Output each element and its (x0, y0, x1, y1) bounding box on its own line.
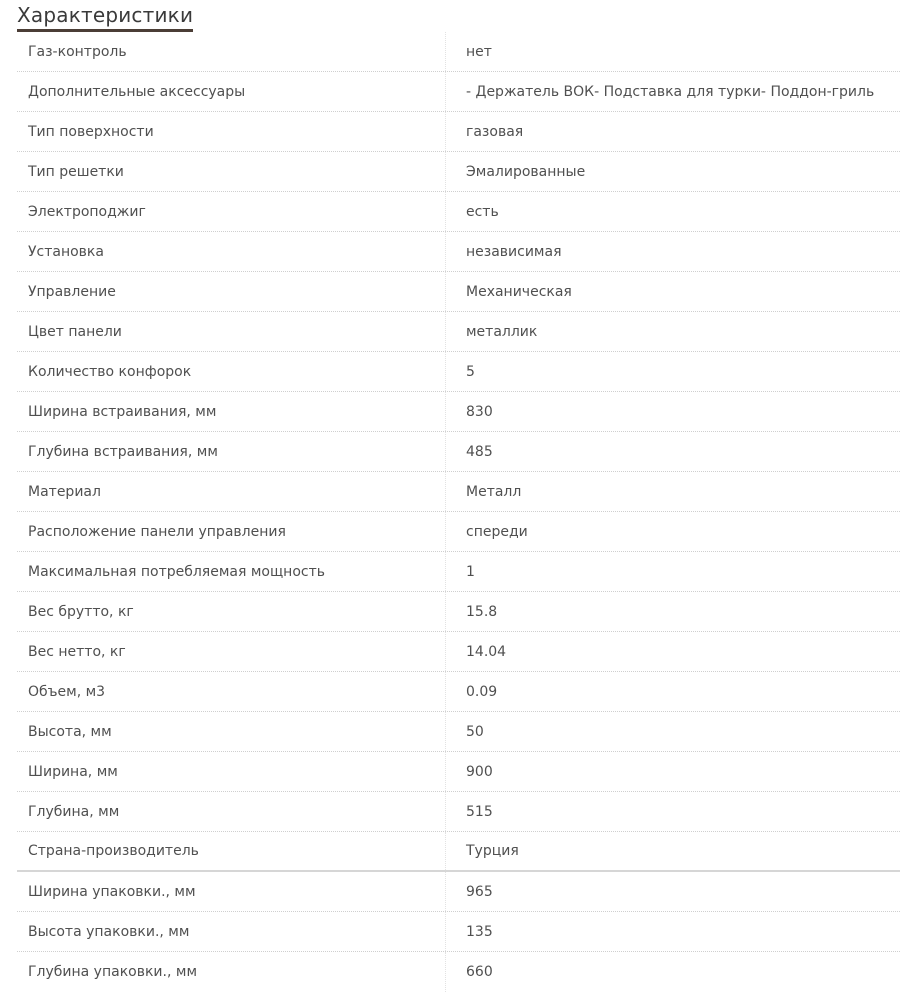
spec-value: Турция (466, 843, 519, 859)
spec-row (17, 232, 900, 272)
spec-value: 50 (466, 723, 484, 740)
spec-value: 5 (466, 363, 475, 380)
spec-name: Установка (17, 232, 446, 271)
spec-row (17, 272, 900, 312)
spec-name: Высота упаковки., мм (17, 912, 446, 951)
spec-value: Механическая (466, 283, 572, 300)
spec-name: Объем, м3 (17, 672, 446, 711)
spec-row (17, 352, 900, 392)
spec-name: Тип решетки (17, 152, 446, 191)
spec-row (17, 72, 900, 112)
spec-name: Тип поверхности (17, 112, 446, 151)
spec-value: 515 (466, 803, 493, 820)
spec-row (17, 592, 900, 632)
spec-value: - Держатель ВОК- Подставка для турки- Поддон-гриль (466, 83, 875, 100)
spec-row (17, 552, 900, 592)
spec-value: 14.04 (466, 643, 507, 660)
spec-row (17, 912, 900, 952)
spec-row (17, 792, 900, 832)
spec-name: Цвет панели (17, 312, 446, 351)
spec-value: 0.09 (466, 683, 498, 700)
spec-value: спереди (466, 523, 528, 540)
spec-value: Эмалированные (466, 163, 586, 180)
spec-row (17, 192, 900, 232)
spec-value: 900 (466, 763, 493, 780)
spec-value: 135 (466, 923, 493, 940)
spec-value: 965 (466, 883, 493, 900)
spec-value: 660 (466, 964, 493, 980)
spec-name: Ширина, мм (17, 752, 446, 791)
spec-value: Металл (466, 483, 522, 500)
spec-name: Глубина, мм (17, 792, 446, 831)
spec-name: Ширина встраивания, мм (17, 392, 446, 431)
spec-name: Вес нетто, кг (17, 632, 446, 671)
spec-name: Расположение панели управления (17, 512, 446, 551)
spec-row (17, 312, 900, 352)
spec-row (17, 32, 900, 72)
spec-value: металлик (466, 323, 538, 340)
section-title: Характеристики (17, 0, 193, 32)
spec-name: Ширина упаковки., мм (17, 872, 446, 911)
spec-value: нет (466, 43, 492, 60)
spec-row (17, 712, 900, 752)
spec-name: Максимальная потребляемая мощность (17, 552, 446, 591)
spec-value: газовая (466, 123, 524, 140)
spec-row (17, 432, 900, 472)
spec-row (17, 752, 900, 792)
spec-row (17, 512, 900, 552)
spec-value: есть (466, 203, 499, 220)
spec-name: Глубина упаковки., мм (17, 952, 446, 992)
spec-row (17, 112, 900, 152)
spec-name: Дополнительные аксессуары (17, 72, 446, 111)
spec-value: 830 (466, 403, 493, 420)
spec-name: Материал (17, 472, 446, 511)
spec-value: 1 (466, 563, 475, 580)
spec-value: 485 (466, 443, 493, 460)
spec-row (17, 472, 900, 512)
spec-name: Вес брутто, кг (17, 592, 446, 631)
section-header (17, 0, 193, 32)
specs-table (17, 32, 900, 992)
spec-row (17, 152, 900, 192)
spec-name: Электроподжиг (17, 192, 446, 231)
spec-name: Газ-контроль (17, 32, 446, 71)
spec-row (17, 632, 900, 672)
spec-value: 15.8 (466, 603, 498, 620)
spec-name: Количество конфорок (17, 352, 446, 391)
spec-name: Высота, мм (17, 712, 446, 751)
spec-value: независимая (466, 243, 562, 260)
spec-row (17, 832, 900, 872)
spec-name: Управление (17, 272, 446, 311)
spec-name: Страна-производитель (17, 832, 446, 870)
spec-row (17, 392, 900, 432)
spec-name: Глубина встраивания, мм (17, 432, 446, 471)
spec-row (17, 672, 900, 712)
spec-row (17, 872, 900, 912)
spec-row (17, 952, 900, 992)
